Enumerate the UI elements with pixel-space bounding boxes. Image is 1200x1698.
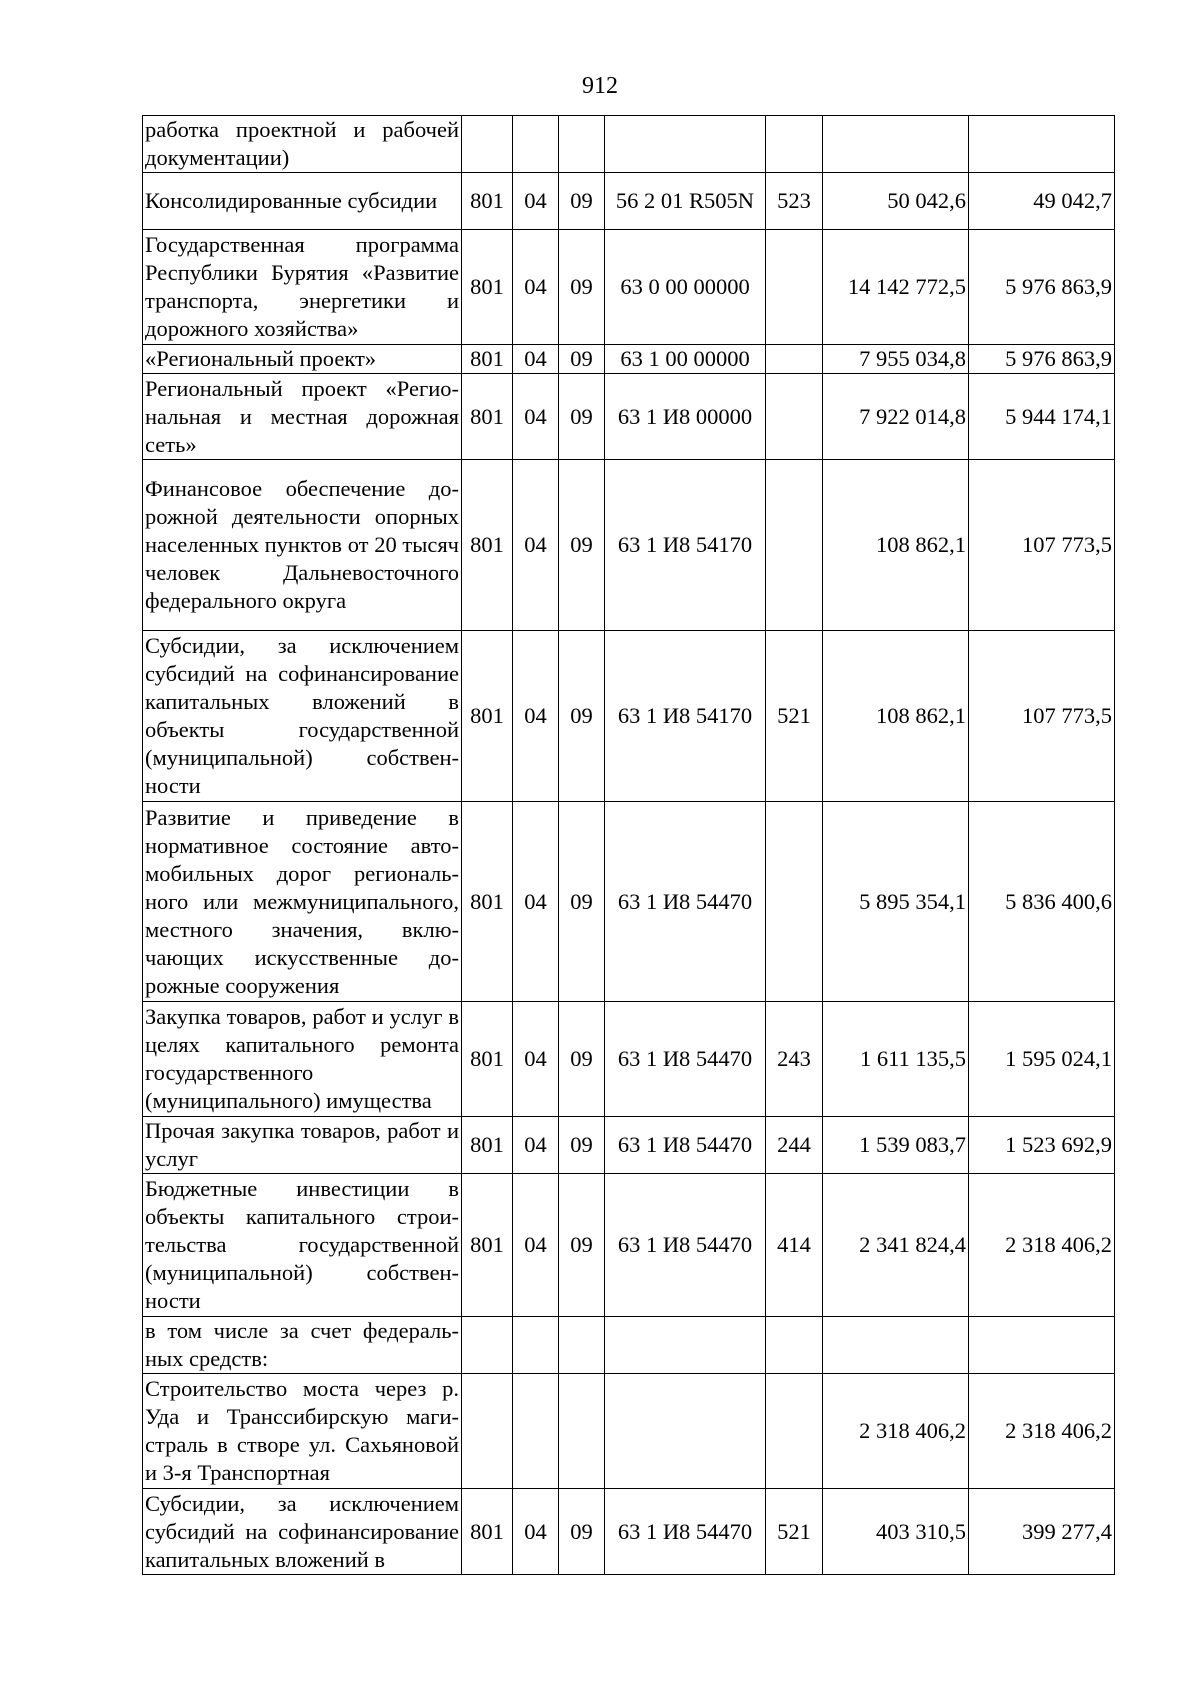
cell-expense-type bbox=[766, 374, 823, 460]
cell-subsection-code: 09 bbox=[559, 460, 605, 631]
cell-target-article: 63 1 И8 54170 bbox=[605, 631, 766, 802]
cell-target-article: 63 0 00 00000 bbox=[605, 230, 766, 345]
cell-description: Развитие и приведение в нормативное состояние автомобильных дорог регионального или межмуниципального, местного значения, включающих искусственные дорожные сооружения bbox=[143, 802, 462, 1002]
cell-amount-year-1: 108 862,1 bbox=[823, 631, 969, 802]
cell-description: Субсидии, за исключением субсидий на софинансирование капитальных вложений в объекты государственной (муниципальной) собственности bbox=[143, 631, 462, 802]
cell-section-code: 04 bbox=[513, 1174, 559, 1317]
cell-amount-year-1: 5 895 354,1 bbox=[823, 802, 969, 1002]
cell-subsection-code: 09 bbox=[559, 802, 605, 1002]
cell-target-article: 63 1 И8 54470 bbox=[605, 1117, 766, 1174]
cell-amount-year-1: 7 955 034,8 bbox=[823, 345, 969, 374]
cell-subsection-code: 09 bbox=[559, 230, 605, 345]
cell-grbs-code: 801 bbox=[462, 230, 513, 345]
cell-grbs-code bbox=[462, 116, 513, 173]
cell-expense-type: 521 bbox=[766, 631, 823, 802]
cell-grbs-code: 801 bbox=[462, 374, 513, 460]
cell-expense-type bbox=[766, 345, 823, 374]
table-row bbox=[143, 1174, 1115, 1317]
cell-expense-type: 521 bbox=[766, 1489, 823, 1575]
cell-grbs-code: 801 bbox=[462, 1117, 513, 1174]
cell-section-code: 04 bbox=[513, 345, 559, 374]
cell-target-article: 63 1 И8 00000 bbox=[605, 374, 766, 460]
table-row bbox=[143, 345, 1115, 374]
cell-amount-year-1: 1 611 135,5 bbox=[823, 1002, 969, 1117]
cell-section-code: 04 bbox=[513, 230, 559, 345]
cell-section-code: 04 bbox=[513, 802, 559, 1002]
cell-subsection-code: 09 bbox=[559, 374, 605, 460]
table-row bbox=[143, 802, 1115, 1002]
cell-section-code: 04 bbox=[513, 460, 559, 631]
cell-amount-year-2: 5 836 400,6 bbox=[969, 802, 1115, 1002]
cell-amount-year-1: 14 142 772,5 bbox=[823, 230, 969, 345]
cell-amount-year-1: 50 042,6 bbox=[823, 173, 969, 230]
cell-subsection-code: 09 bbox=[559, 345, 605, 374]
cell-section-code bbox=[513, 116, 559, 173]
cell-amount-year-1: 7 922 014,8 bbox=[823, 374, 969, 460]
table-row bbox=[143, 1489, 1115, 1575]
cell-subsection-code: 09 bbox=[559, 631, 605, 802]
cell-target-article: 63 1 И8 54170 bbox=[605, 460, 766, 631]
cell-grbs-code: 801 bbox=[462, 460, 513, 631]
cell-grbs-code: 801 bbox=[462, 802, 513, 1002]
cell-grbs-code bbox=[462, 1374, 513, 1489]
cell-target-article bbox=[605, 116, 766, 173]
cell-section-code bbox=[513, 1317, 559, 1374]
cell-amount-year-2: 1 595 024,1 bbox=[969, 1002, 1115, 1117]
cell-amount-year-2: 5 976 863,9 bbox=[969, 230, 1115, 345]
table-row bbox=[143, 1002, 1115, 1117]
cell-expense-type: 243 bbox=[766, 1002, 823, 1117]
cell-amount-year-2: 107 773,5 bbox=[969, 460, 1115, 631]
cell-expense-type bbox=[766, 116, 823, 173]
cell-target-article bbox=[605, 1317, 766, 1374]
cell-expense-type: 414 bbox=[766, 1174, 823, 1317]
cell-grbs-code: 801 bbox=[462, 1002, 513, 1117]
cell-description: работка проектной и рабочей документации) bbox=[143, 116, 462, 173]
cell-amount-year-1: 403 310,5 bbox=[823, 1489, 969, 1575]
cell-subsection-code bbox=[559, 1317, 605, 1374]
cell-description: Региональный проект «Региональная и местная дорожная сеть» bbox=[143, 374, 462, 460]
table-row bbox=[143, 230, 1115, 345]
cell-description: Субсидии, за исключением субсидий на софинансирование капитальных вложений в bbox=[143, 1489, 462, 1575]
cell-expense-type: 244 bbox=[766, 1117, 823, 1174]
cell-subsection-code: 09 bbox=[559, 173, 605, 230]
cell-subsection-code bbox=[559, 116, 605, 173]
cell-description: Финансовое обеспечение дорожной деятельности опорных населенных пунктов от 20 тысяч человек Дальневосточного федерального округа bbox=[143, 460, 462, 631]
cell-description: Закупка товаров, работ и услуг в целях капитального ремонта государственного (муниципального) имущества bbox=[143, 1002, 462, 1117]
table-row bbox=[143, 460, 1115, 631]
table-row bbox=[143, 173, 1115, 230]
cell-description: Прочая закупка товаров, работ и услуг bbox=[143, 1117, 462, 1174]
cell-target-article bbox=[605, 1374, 766, 1489]
cell-subsection-code: 09 bbox=[559, 1174, 605, 1317]
cell-section-code: 04 bbox=[513, 173, 559, 230]
cell-target-article: 63 1 И8 54470 bbox=[605, 802, 766, 1002]
cell-section-code: 04 bbox=[513, 631, 559, 802]
cell-subsection-code bbox=[559, 1374, 605, 1489]
cell-amount-year-2: 2 318 406,2 bbox=[969, 1374, 1115, 1489]
cell-description: «Региональный проект» bbox=[143, 345, 462, 374]
cell-amount-year-2: 5 976 863,9 bbox=[969, 345, 1115, 374]
cell-expense-type bbox=[766, 1374, 823, 1489]
cell-grbs-code: 801 bbox=[462, 345, 513, 374]
cell-amount-year-1: 2 341 824,4 bbox=[823, 1174, 969, 1317]
cell-target-article: 63 1 И8 54470 bbox=[605, 1489, 766, 1575]
table-row bbox=[143, 631, 1115, 802]
cell-amount-year-2: 2 318 406,2 bbox=[969, 1174, 1115, 1317]
cell-section-code: 04 bbox=[513, 1117, 559, 1174]
cell-amount-year-2 bbox=[969, 1317, 1115, 1374]
cell-description: Консолидированные субсидии bbox=[143, 173, 462, 230]
budget-table bbox=[142, 115, 1115, 1575]
cell-grbs-code: 801 bbox=[462, 1489, 513, 1575]
cell-amount-year-2: 49 042,7 bbox=[969, 173, 1115, 230]
cell-subsection-code: 09 bbox=[559, 1117, 605, 1174]
page-number: 912 bbox=[582, 73, 618, 99]
cell-amount-year-1: 108 862,1 bbox=[823, 460, 969, 631]
cell-amount-year-1 bbox=[823, 1317, 969, 1374]
cell-grbs-code: 801 bbox=[462, 631, 513, 802]
cell-subsection-code: 09 bbox=[559, 1489, 605, 1575]
cell-grbs-code bbox=[462, 1317, 513, 1374]
cell-target-article: 63 1 00 00000 bbox=[605, 345, 766, 374]
table-row bbox=[143, 1374, 1115, 1489]
table-row bbox=[143, 1317, 1115, 1374]
table-row bbox=[143, 1117, 1115, 1174]
cell-amount-year-2: 5 944 174,1 bbox=[969, 374, 1115, 460]
cell-section-code: 04 bbox=[513, 374, 559, 460]
cell-expense-type: 523 bbox=[766, 173, 823, 230]
cell-amount-year-1: 2 318 406,2 bbox=[823, 1374, 969, 1489]
cell-description: Строительство моста через р. Уда и Транссибирскую магистраль в створе ул. Сахьяновой и 3-я Транспортная bbox=[143, 1374, 462, 1489]
cell-amount-year-2: 107 773,5 bbox=[969, 631, 1115, 802]
table-row bbox=[143, 116, 1115, 173]
cell-expense-type bbox=[766, 460, 823, 631]
cell-target-article: 63 1 И8 54470 bbox=[605, 1002, 766, 1117]
cell-amount-year-2 bbox=[969, 116, 1115, 173]
table-row bbox=[143, 374, 1115, 460]
budget-table-body bbox=[143, 116, 1115, 1575]
cell-expense-type bbox=[766, 802, 823, 1002]
cell-grbs-code: 801 bbox=[462, 1174, 513, 1317]
cell-description: Государственная программа Республики Бурятия «Развитие транспорта, энергетики и дорожного хозяйства» bbox=[143, 230, 462, 345]
cell-target-article: 56 2 01 R505N bbox=[605, 173, 766, 230]
cell-description: Бюджетные инвестиции в объекты капитального строительства государственной (муниципальной) собственности bbox=[143, 1174, 462, 1317]
cell-description: в том числе за счет федеральных средств: bbox=[143, 1317, 462, 1374]
cell-section-code bbox=[513, 1374, 559, 1489]
cell-target-article: 63 1 И8 54470 bbox=[605, 1174, 766, 1317]
cell-subsection-code: 09 bbox=[559, 1002, 605, 1117]
cell-amount-year-2: 399 277,4 bbox=[969, 1489, 1115, 1575]
cell-amount-year-1: 1 539 083,7 bbox=[823, 1117, 969, 1174]
cell-section-code: 04 bbox=[513, 1489, 559, 1575]
cell-expense-type bbox=[766, 1317, 823, 1374]
cell-expense-type bbox=[766, 230, 823, 345]
cell-amount-year-2: 1 523 692,9 bbox=[969, 1117, 1115, 1174]
cell-amount-year-1 bbox=[823, 116, 969, 173]
cell-section-code: 04 bbox=[513, 1002, 559, 1117]
cell-grbs-code: 801 bbox=[462, 173, 513, 230]
